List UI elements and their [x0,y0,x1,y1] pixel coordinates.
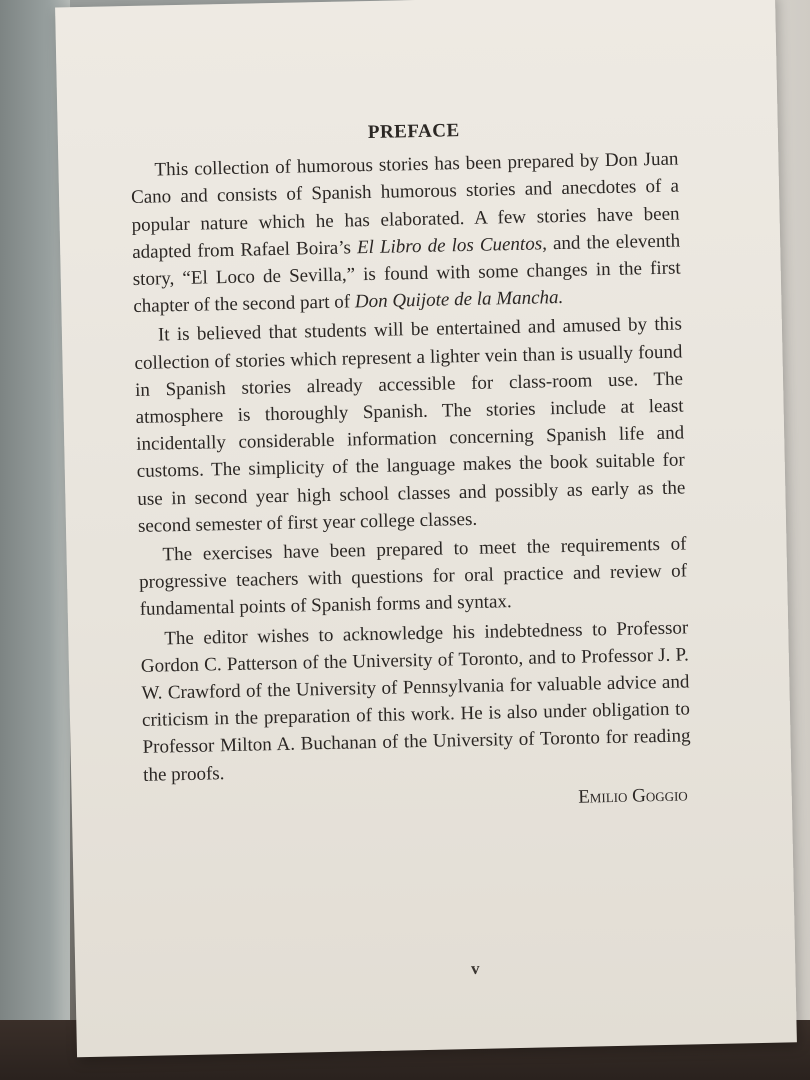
page-number: v [470,958,480,979]
paragraph-1-italic-d: Don Quijote de la Mancha. [354,287,564,313]
paragraph-1-text-a: This collection of humorous stories has been prepared by Don Juan Cano and consists of Spanish humorous stories and anecdotes of a popular nature which he has elaborated. A few stories have been adapted from Rafael Boira’s [130,148,680,263]
preface-body [130,113,692,820]
paragraph-3: The exercises have been prepared to meet the requirements of progressive teachers with questions for oral practice and review of fundamental points of Spanish forms and syntax. [138,533,688,621]
page-title: PREFACE [367,120,460,144]
paragraph-1-italic-b: El Libro de los Cuentos, [356,233,548,259]
paragraph-4: The editor wishes to acknowledge his indebtedness to Professor Gordon C. Patterson of the University of Toronto, and to Professor J. P. W. Crawford of the University of Pennsylvania for valuable advice and criticism in the preparation of this work. He is also under obligation to Professor Milton A. Buchanan of the University of Toronto for reading the proofs. [140,617,691,786]
paragraph-1-text-c: and the eleventh story, “El Loco de Sevilla,” is found with some changes in the first chapter of the second part of [132,230,681,318]
paragraph-2: It is believed that students will be entertained and amused by this collection of stories which represent a lighter vein than is usually found in Spanish stories already accessible for class-room use. The atmosphere is thoroughly Spanish. The stories include at least incidentally considerable information concerning Spanish life and customs. The simplicity of the language makes the book suitable for use in second year high school classes and possibly as early as the second semester of first year college classes. [134,313,686,537]
paragraph-1 [130,146,681,321]
book-page [55,0,797,1057]
signature: Emilio Goggio [577,784,688,808]
